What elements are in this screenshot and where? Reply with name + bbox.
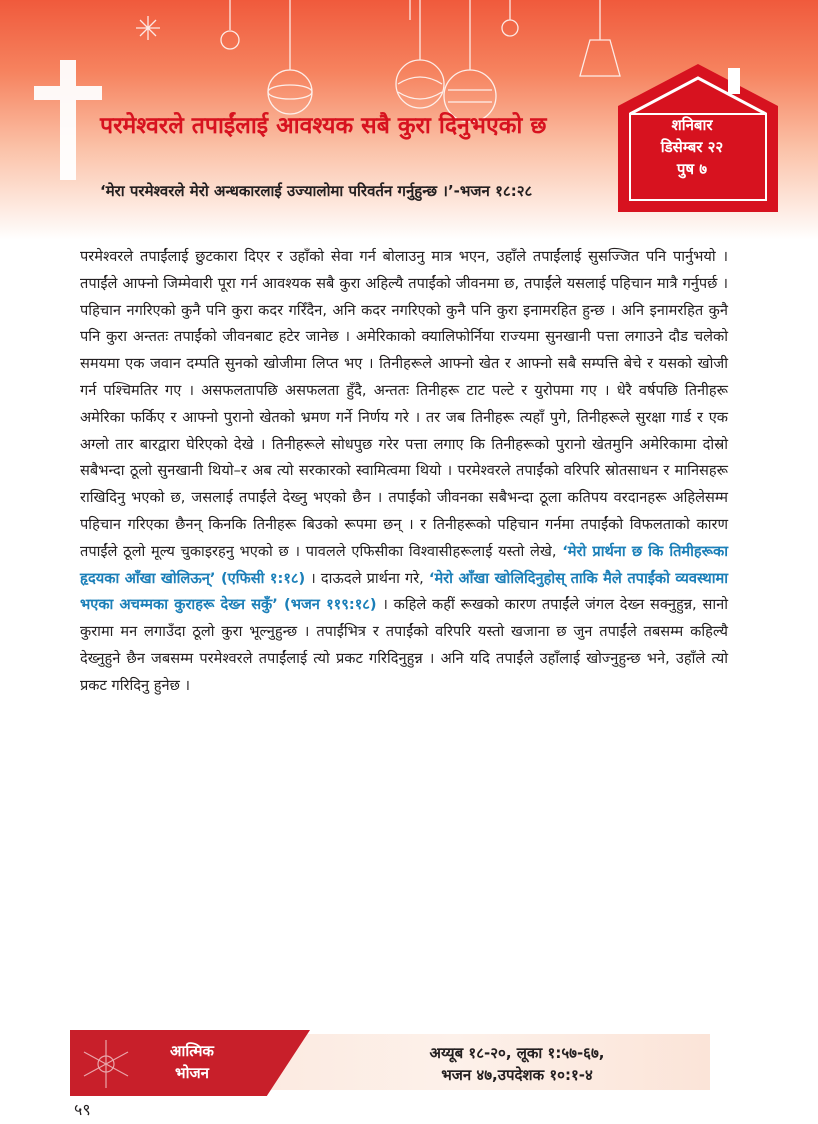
reading-references: [332, 1042, 702, 1086]
body-paragraph: । दाऊदले प्रार्थना गरे,: [305, 569, 424, 587]
key-verse: ‘मेरा परमेश्वरले मेरो अन्धकारलाई उज्यालोमा परिवर्तन गर्नुहुन्छ ।’-भजन १८:२८: [100, 182, 533, 200]
date-nepali: पुष ७: [676, 160, 708, 178]
scripture-quote: ‘मेरो प्रार्थना छ कि तिमीहरूका हृदयका आँखा खोलिऊन्’ (एफिसी १:१८): [80, 542, 729, 587]
banner-label-line: आत्मिक: [170, 1042, 214, 1060]
banner-label: [142, 1040, 242, 1084]
page-number: ५९: [74, 1100, 91, 1119]
cross-icon: [34, 60, 102, 180]
reading-references-line: भजन ४७,उपदेशक १०:१-४: [441, 1066, 593, 1084]
ornament-icon: [268, 70, 312, 114]
scripture-quote: ‘मेरो आँखा खोलिदिनुहोस् ताकि मैले तपाईंको व्यवस्थामा भएका अचम्मका कुराहरू देख्न सकुँ’ (भजन ११९:१८): [80, 569, 728, 614]
body-paragraph: परमेश्वरले तपाईंलाई छुटकारा दिएर र उहाँको सेवा गर्न बोलाउनु मात्र भएन, उहाँले तपाईंलाई सुसज्जित पनि पार्नुभयो । तपाईंले आफ्नो जिम्मेवारी पूरा गर्न आवश्यक सबै कुरा अहिल्यै तपाईंको जीवनमा छ, तपाईंले यसलाई पहिचान मात्रै गर्नुपर्छ । पहिचान नगरिएको कुनै पनि कुरा कदर गरिँदैन, अनि कदर नगरिएको कुनै पनि कुरा इनामरहित हुन्छ । अनि इनामरहित कुनै पनि कुरा अन्ततः तपाईंको जीवनबाट हटेर जानेछ । अमेरिकाको क्यालिफोर्निया राज्यमा सुनखानी पत्ता लगाउने दौड चलेको समयमा एक जवान दम्पति सुनको खोजीमा लिप्त भए । तिनीहरूले आफ्नो खेत र आफ्नो सबै सम्पत्ति बेचे र यसको खोजी गर्न पश्चिमतिर गए । असफलतापछि असफलता हुँदै, अन्ततः तिनीहरू टाट पल्टे र युरोपमा गए । धेरै वर्षपछि तिनीहरू अमेरिका फर्किए र आफ्नो पुरानो खेतको भ्रमण गर्ने निर्णय गरे । तर जब तिनीहरू त्यहाँ पुगे, तिनीहरूले सुरक्षा गार्ड र एक अग्लो तार बारद्वारा घेरिएको देखे । तिनीहरूले सोधपुछ गरेर पत्ता लगाए कि तिनीहरूको पुरानो खेतमुनि अमेरिकामा दोस्रो सबैभन्दा ठूलो सुनखानी थियो–र अब त्यो सरकारको स्वामित्वमा थियो । परमेश्वरले तपाईंको वरिपरि स्रोतसाधन र मानिसहरू राखिदिनु भएको छ, जसलाई तपाईंले देख्नु भएको छैन । तपाईंको जीवनका सबैभन्दा ठूला कतिपय वरदानहरू अहिलेसम्म पहिचान गरिएका छैनन् किनकि तिनीहरू बिउको रूपमा छन् । र तिनीहरूको पहिचान गर्नमा तपाईंको विफलताको कारण तपाईंले ठूलो मूल्य चुकाइरहनु भएको छ । पावलले एफिसीका विश्वासीहरूलाई यस्तो लेखे,: [80, 248, 728, 560]
snowflake-icon: [136, 16, 160, 40]
devotional-body: [80, 244, 728, 700]
ornament-icon: [396, 60, 444, 108]
reading-plan-banner: [70, 1030, 710, 1096]
reading-references-line: अय्यूब १८-२०, लूका १:५७-६७,: [429, 1044, 605, 1062]
banner-label-line: भोजन: [175, 1064, 209, 1082]
page-title: परमेश्वरले तपाईंलाई आवश्यक सबै कुरा दिनुभएको छ: [100, 113, 547, 139]
snowflake-icon: [760, 246, 774, 250]
snowflake-icon: [76, 1038, 136, 1090]
body-paragraph: । कहिले कहीं रूखको कारण तपाईंले जंगल देख्न सक्नुहुन्न, सानो कुरामा मन लगाउँदा ठूलो कुरा भूल्नुहुन्छ । तपाईंभित्र र तपाईंको वरिपरि यस्तो खजाना छ जुन तपाईंले तबसम्म कहिल्यै देख्नुहुने छैन जबसम्म परमेश्वरले तपाईंलाई त्यो प्रकट गरिदिनुहुन्न । अनि यदि तपाईंले उहाँलाई खोज्नुहुन्छ भने, उहाँले त्यो प्रकट गरिदिनु हुनेछ ।: [80, 596, 728, 694]
weekday: शनिबार: [671, 116, 713, 134]
date-box: [634, 114, 750, 180]
date-gregorian: डिसेम्बर २२: [660, 138, 724, 156]
